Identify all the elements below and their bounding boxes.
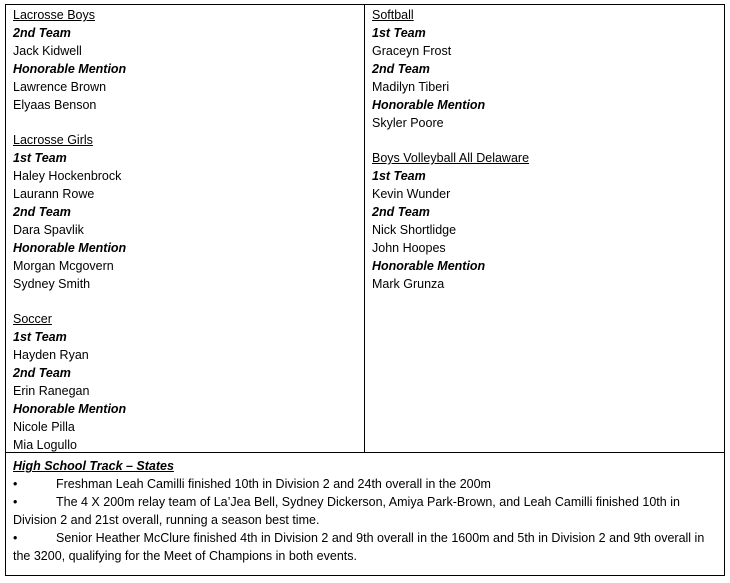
track-result-1: Freshman Leah Camilli finished 10th in Division 2 and 24th overall in the 200m (56, 477, 491, 491)
team-heading: Honorable Mention (372, 98, 486, 112)
player-name: Nick Shortlidge (372, 223, 457, 237)
team-heading: 1st Team (372, 26, 426, 40)
player-name: Kevin Wunder (372, 187, 451, 201)
team-heading: Honorable Mention (372, 259, 486, 273)
player-name: Madilyn Tiberi (372, 80, 450, 94)
bullet-marker: • (13, 477, 18, 491)
player-name: Sydney Smith (13, 277, 91, 291)
player-name: Haley Hockenbrock (13, 169, 122, 183)
bullet-marker: • (13, 495, 18, 509)
team-heading: 2nd Team (13, 26, 71, 40)
track-section (6, 452, 724, 575)
team-heading: 1st Team (13, 330, 67, 344)
section-title-soccer: Soccer (13, 312, 52, 326)
player-name: Lawrence Brown (13, 80, 107, 94)
track-result-text (13, 529, 719, 565)
section-title-track: High School Track – States (13, 459, 174, 473)
team-heading: 2nd Team (372, 205, 430, 219)
team-heading: 2nd Team (13, 366, 71, 380)
player-name: Graceyn Frost (372, 44, 452, 58)
track-result-text (13, 475, 719, 493)
team-heading: Honorable Mention (13, 62, 127, 76)
section-title-lacrosse-girls: Lacrosse Girls (13, 133, 93, 147)
player-name: Mark Grunza (372, 277, 445, 291)
section-title-softball: Softball (372, 8, 414, 22)
track-result-text (13, 493, 719, 529)
team-heading: 2nd Team (13, 205, 71, 219)
bullet-marker: • (13, 531, 18, 545)
team-heading: Honorable Mention (13, 402, 127, 416)
team-heading: Honorable Mention (13, 241, 127, 255)
left-column (6, 5, 365, 452)
team-heading: 1st Team (13, 151, 67, 165)
player-name: Dara Spavlik (13, 223, 84, 237)
player-name: Laurann Rowe (13, 187, 95, 201)
player-name: Jack Kidwell (13, 44, 82, 58)
track-result-3: Senior Heather McClure finished 4th in Division 2 and 9th overall in the 1600m and 5th in Division 2 and 9th overall in the 3200, qualifying for the Meet of Champions in both events. (13, 531, 705, 563)
team-heading: 1st Team (372, 169, 426, 183)
player-name: Morgan Mcgovern (13, 259, 114, 273)
track-result-2: The 4 X 200m relay team of La’Jea Bell, Sydney Dickerson, Amiya Park-Brown, and Leah Camilli finished 10th in Division 2 and 21st overall, running a season best time. (13, 495, 680, 527)
player-name: Mia Logullo (13, 438, 77, 452)
results-table (5, 4, 725, 576)
player-name: Hayden Ryan (13, 348, 89, 362)
player-name: John Hoopes (372, 241, 446, 255)
player-name: Nicole Pilla (13, 420, 75, 434)
player-name: Elyaas Benson (13, 98, 97, 112)
right-column (365, 5, 724, 452)
player-name: Erin Ranegan (13, 384, 90, 398)
player-name: Skyler Poore (372, 116, 444, 130)
team-heading: 2nd Team (372, 62, 430, 76)
section-title-lacrosse-boys: Lacrosse Boys (13, 8, 95, 22)
section-title-boys-volleyball: Boys Volleyball All Delaware (372, 151, 530, 165)
